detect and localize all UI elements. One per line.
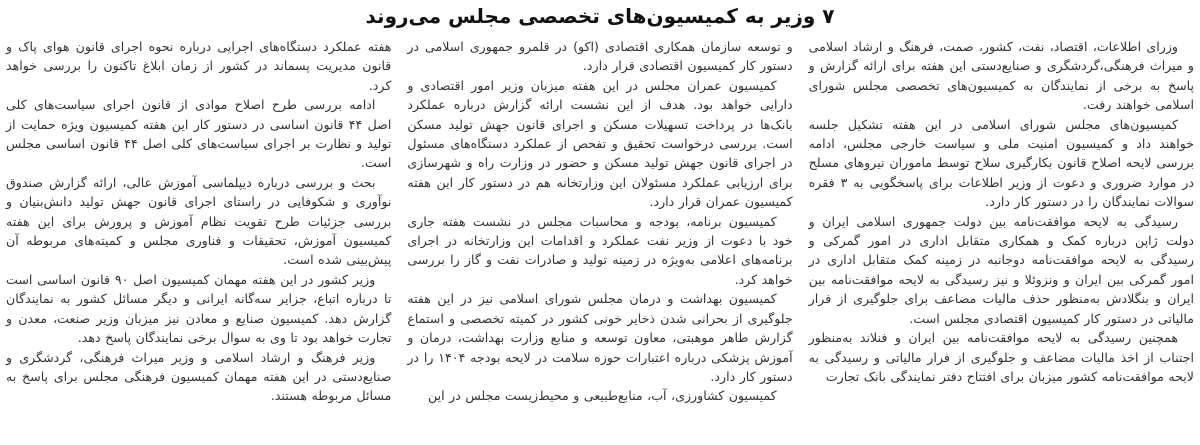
column-left <box>6 37 391 406</box>
column-middle <box>407 37 792 406</box>
paragraph: کمیسیون عمران مجلس در این هفته میزبان وزیر امور اقتصادی و دارایی خواهد بود. هدف از این نشست ارائه گزارش درباره عملکرد بانک‌ها در پرداخت تسهیلات مسکن و اجرای قانون جهش تولید مسکن است. بررسی درخواست تحقیق و تفحص از عملکرد دستگاه‌های مسئول در اجرای قانون جهش تولید مسکن و حضور در وزارت راه و شهرسازی برای ارزیابی عملکرد مسئولان این وزارتخانه هم در دستور کار این هفته کمیسیون عمران قرار دارد. <box>407 77 793 210</box>
article-columns <box>6 37 1194 406</box>
paragraph-continuation: و توسعه سازمان همکاری اقتصادی (اکو) در قلمرو جمهوری اسلامی در دستور کار کمیسیون اقتصادی قرار دارد. <box>407 39 793 74</box>
paragraph: وزرای اطلاعات، اقتصاد، نفت، کشور، صمت، فرهنگ و ارشاد اسلامی و میراث فرهنگی،گردشگری و صنایع‌دستی این هفته برای ارائه گزارش و پاسخ به برخی از نمایندگان به کمیسیون‌های تخصصی مجلس شورای اسلامی خواهند رفت. <box>808 39 1194 113</box>
paragraph: وزیر کشور در این هفته مهمان کمیسیون اصل ۹۰ قانون اساسی است تا درباره اتباع، جزایر سه‌گانه ایرانی و دیگر مسائل کشور به نمایندگان گزارش دهد. کمیسیون صنایع و معادن نیز میزبان وزیر صنعت، معدن و تجارت خواهد بود تا وی به سوال برخی نمایندگان پاسخ دهد. <box>6 271 392 346</box>
paragraph: کمیسیون بهداشت و درمان مجلس شورای اسلامی نیز در این هفته جلوگیری از بحرانی شدن ذخایر خونی کشور در کمیته تخصصی و استماع گزارش طاهر موهبتی، معاون توسعه و منابع وزارت بهداشت، درمان و آموزش پزشکی درباره اعتبارات حوزه سلامت در لایحه بودجه ۱۴۰۴ را در دستور کار دارد. <box>407 291 793 384</box>
article-title: ۷ وزیر به کمیسیون‌های تخصصی مجلس می‌روند <box>365 4 835 28</box>
paragraph: همچنین رسیدگی به لایحه موافقت‌نامه بین ایران و فنلاند به‌منظور اجتناب از اخذ مالیات مضاعف و جلوگیری از فرار مالیاتی و رسیدگی به لایحه موافقت‌نامه کشور میزبان برای افتتاح دفتر نمایندگی بانک تجارت <box>808 330 1194 384</box>
paragraph: ادامه بررسی طرح اصلاح موادی از قانون اجرای سیاست‌های کلی اصل ۴۴ قانون اساسی در دستور کار این هفته کمیسیون ویژه حمایت از تولید و نظارت بر اجرای سیاست‌های کلی اصل ۴۴ قانون اساسی مجلس است. <box>6 97 392 171</box>
paragraph: کمیسیون کشاورزی، آب، منابع‌طبیعی و محیط‌زیست مجلس در این <box>428 388 777 404</box>
paragraph: کمیسیون‌های مجلس شورای اسلامی در این هفته تشکیل جلسه خواهند داد و کمیسیون امنیت ملی و سیاست خارجی مجلس، ادامه بررسی لایحه اصلاح قانون بکارگیری سلاح توسط ماموران نیروهای مسلح در موارد ضروری و دعوت از وزیر اطلاعات برای پاسخگویی به ۳ فقره سوالات نمایندگان را در دستور کار دارد. <box>808 116 1195 210</box>
paragraph: بحث و بررسی درباره دیپلماسی آموزش عالی، ارائه گزارش صندوق نوآوری و شکوفایی در راستای اجرای قانون جهش تولید دانش‌بنیان و بررسی جزئیات طرح تقویت نظام آموزش و پرورش برای این هفته کمیسیون آموزش، تحقیقات و فناوری مجلس و کمیته‌های مربوطه آن پیش‌بینی شده است. <box>6 174 392 268</box>
column-right <box>809 37 1194 386</box>
paragraph-continuation: هفته عملکرد دستگاه‌های اجرایی درباره نحوه اجرای قانون هوای پاک و قانون مدیریت پسماند در کشور از زمان ابلاغ تاکنون را بررسی خواهد کرد. <box>6 39 392 93</box>
paragraph: رسیدگی به لایحه موافقت‌نامه بین دولت جمهوری اسلامی ایران و دولت ژاپن درباره کمک و همکاری متقابل اداری در امور گمرکی و رسیدگی به لایحه موافقت‌نامه دوجانبه در زمینه کمک متقابل اداری در امور گمرکی بین ایران و ونزوئلا و نیز رسیدگی به لایحه موافقت‌نامه بین ایران و بنگلادش به‌منظور حذف مالیات مضاعف برای جلوگیری از فرار مالیاتی در دستور کار کمیسیون اقتصادی مجلس است. <box>808 213 1194 326</box>
paragraph: وزیر فرهنگ و ارشاد اسلامی و وزیر میراث فرهنگی، گردشگری و صنایع‌دستی در این هفته مهمان کمیسیون فرهنگی مجلس برای پاسخ به مسائل مربوطه هستند. <box>6 349 392 404</box>
paragraph: کمیسیون برنامه، بودجه و محاسبات مجلس در نشست هفته جاری خود با دعوت از وزیر نفت عملکرد و اقدامات این وزارتخانه در اجرای برنامه‌های اعلامی به‌ویژه در زمینه تولید و صادرات نفت و گاز را بررسی خواهد کرد. <box>407 213 793 287</box>
